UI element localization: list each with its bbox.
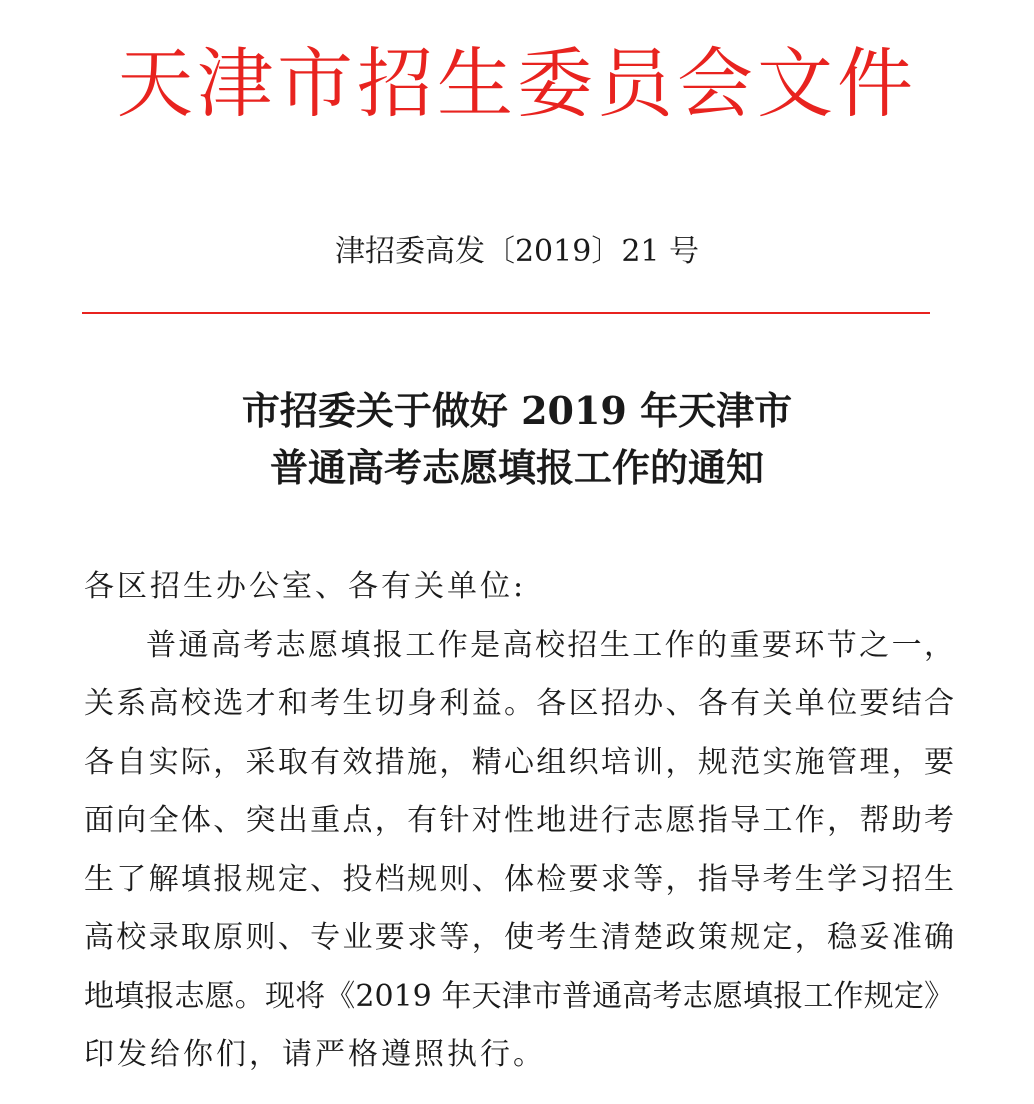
body-line: 各自实际，采取有效措施，精心组织培训，规范实施管理，要 xyxy=(84,744,954,780)
red-divider-line xyxy=(82,312,930,314)
body-line: 关系高校选才和考生切身利益。各区招办、各有关单位要结合 xyxy=(84,686,954,721)
notice-body xyxy=(84,558,954,1085)
salutation: 各区招生办公室、各有关单位: xyxy=(84,569,527,604)
notice-title-line-1: 市招委关于做好 2019 年天津市 xyxy=(241,388,793,433)
document-masthead: 天津市招生委员会文件 xyxy=(117,39,917,128)
body-line: 地填报志愿。现将《2019 年天津市普通高考志愿填报工作规定》 xyxy=(84,978,954,1014)
body-line: 普通高考志愿填报工作是高校招生工作的重要环节之一， xyxy=(146,627,954,663)
body-line: 印发给你们，请严格遵照执行。 xyxy=(84,1037,546,1072)
body-line: 面向全体、突出重点，有针对性地进行志愿指导工作，帮助考 xyxy=(84,803,954,838)
body-line: 生了解填报规定、投档规则、体检要求等，指导考生学习招生 xyxy=(84,861,954,897)
notice-title xyxy=(0,382,1034,496)
notice-title-line-2: 普通高考志愿填报工作的通知 xyxy=(269,445,764,490)
body-line: 高校录取原则、专业要求等，使考生清楚政策规定，稳妥准确 xyxy=(84,920,954,955)
document-number: 津招委高发〔2019〕21 号 xyxy=(334,234,700,269)
